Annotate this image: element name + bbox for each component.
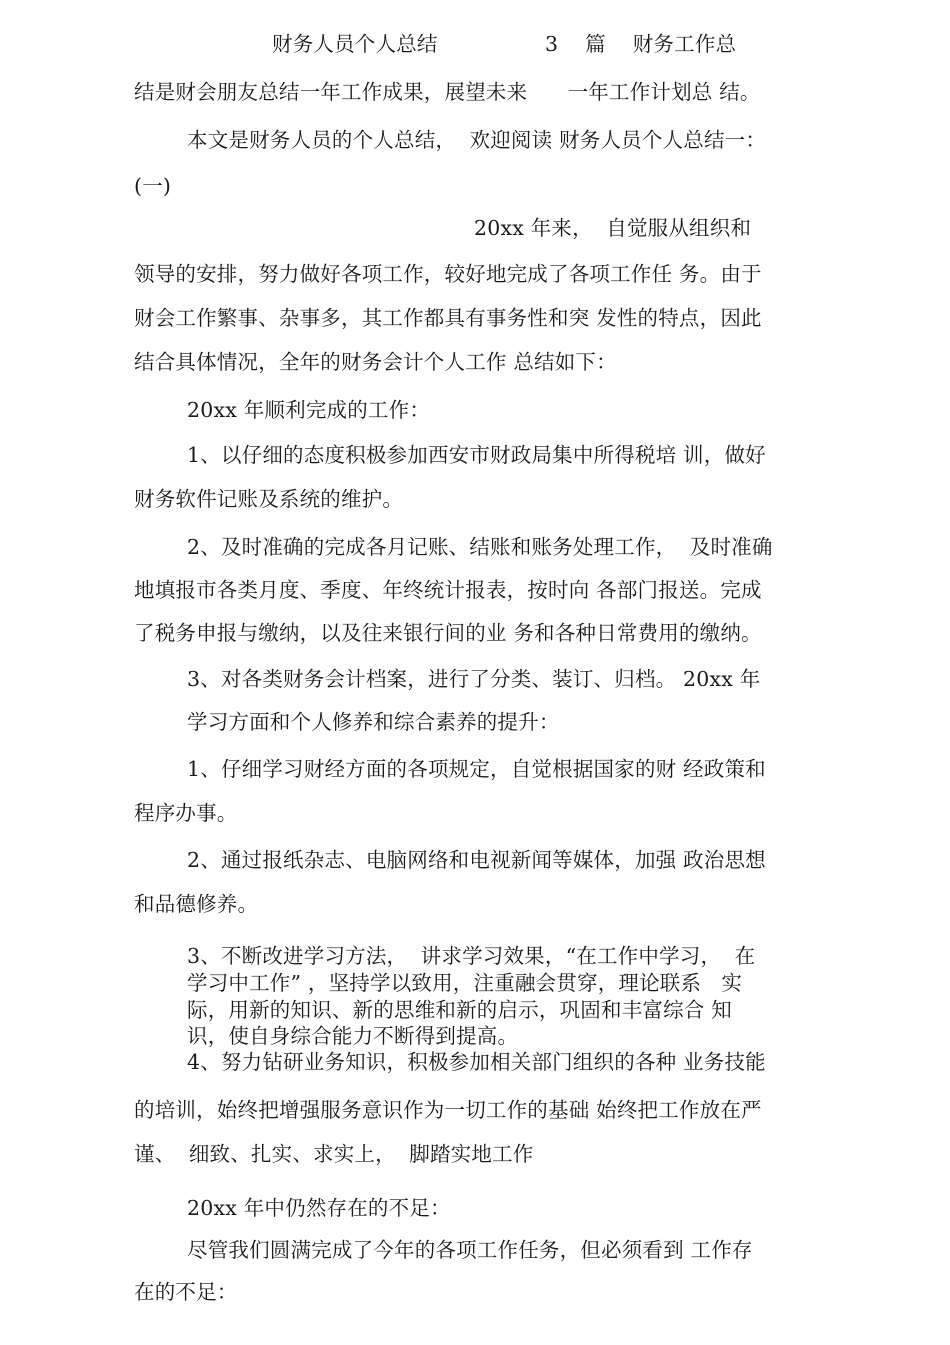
text-line: 本文是财务人员的个人总结， 欢迎阅读 财务人员个人总结一： xyxy=(187,128,767,152)
text-line: 领导的安排，努力做好各项工作，较好地完成了各项工作任 务。由于 xyxy=(134,262,762,286)
text-line: 在的不足： xyxy=(134,1280,238,1304)
text-line: 结是财会朋友总结一年工作成果，展望未来 一年工作计划总 结。 xyxy=(134,80,761,104)
text-line: 1、仔细学习财经方面的各项规定，自觉根据国家的财 经政策和 xyxy=(187,757,766,781)
text-line: 学习方面和个人修养和综合素养的提升： xyxy=(187,710,560,734)
text-line: 程序办事。 xyxy=(134,801,238,825)
text-line: 财务软件记账及系统的维护。 xyxy=(134,487,404,511)
text-line: 20xx 年来， 自觉服从组织和 xyxy=(474,216,752,240)
text-line: 识，使自身综合能力不断得到提高。 xyxy=(187,1024,519,1048)
text-line: 1、以仔细的态度积极参加西安市财政局集中所得税培 训，做好 xyxy=(187,443,766,467)
text-line: 结合具体情况，全年的财务会计个人工作 总结如下： xyxy=(134,350,617,374)
text-line: 学习中工作” ，坚持学以致用，注重融会贯穿，理论联系 实 xyxy=(187,971,743,995)
text-line: 2、及时准确的完成各月记账、结账和账务处理工作， 及时准确 xyxy=(187,535,773,559)
text-line: 4、努力钻研业务知识，积极参加相关部门组织的各种 业务技能 xyxy=(187,1050,766,1074)
text-line: 和品德修养。 xyxy=(134,892,259,916)
text-line: (一) xyxy=(134,174,172,198)
text-line: 的培训，始终把增强服务意识作为一切工作的基础 始终把工作放在严 xyxy=(134,1098,762,1122)
text-line: 20xx 年中仍然存在的不足： xyxy=(187,1196,451,1220)
text-line: 际，用新的知识、新的思维和新的启示，巩固和丰富综合 知 xyxy=(187,998,732,1022)
text-line: 2、通过报纸杂志、电脑网络和电视新闻等媒体，加强 政治思想 xyxy=(187,848,766,872)
text-line: 财务人员个人总结 3 篇 财务工作总 xyxy=(272,32,737,56)
text-line: 谨、 细致、扎实、求实上， 脚踏实地工作 xyxy=(134,1142,534,1166)
text-line: 地填报市各类月度、季度、年终统计报表，按时向 各部门报送。完成 xyxy=(134,578,762,602)
text-line: 20xx 年顺利完成的工作： xyxy=(187,398,431,422)
text-line: 财会工作繁事、杂事多，其工作都具有事务性和突 发性的特点，因此 xyxy=(134,306,762,330)
text-line: 3、不断改进学习方法， 讲求学习效果，“在工作中学习， 在 xyxy=(187,944,756,968)
text-line: 3、对各类财务会计档案，进行了分类、装订、归档。 20xx 年 xyxy=(187,667,761,691)
text-line: 尽管我们圆满完成了今年的各项工作任务，但必须看到 工作存 xyxy=(187,1238,753,1262)
text-line: 了税务申报与缴纳，以及往来银行间的业 务和各种日常费用的缴纳。 xyxy=(134,621,762,645)
